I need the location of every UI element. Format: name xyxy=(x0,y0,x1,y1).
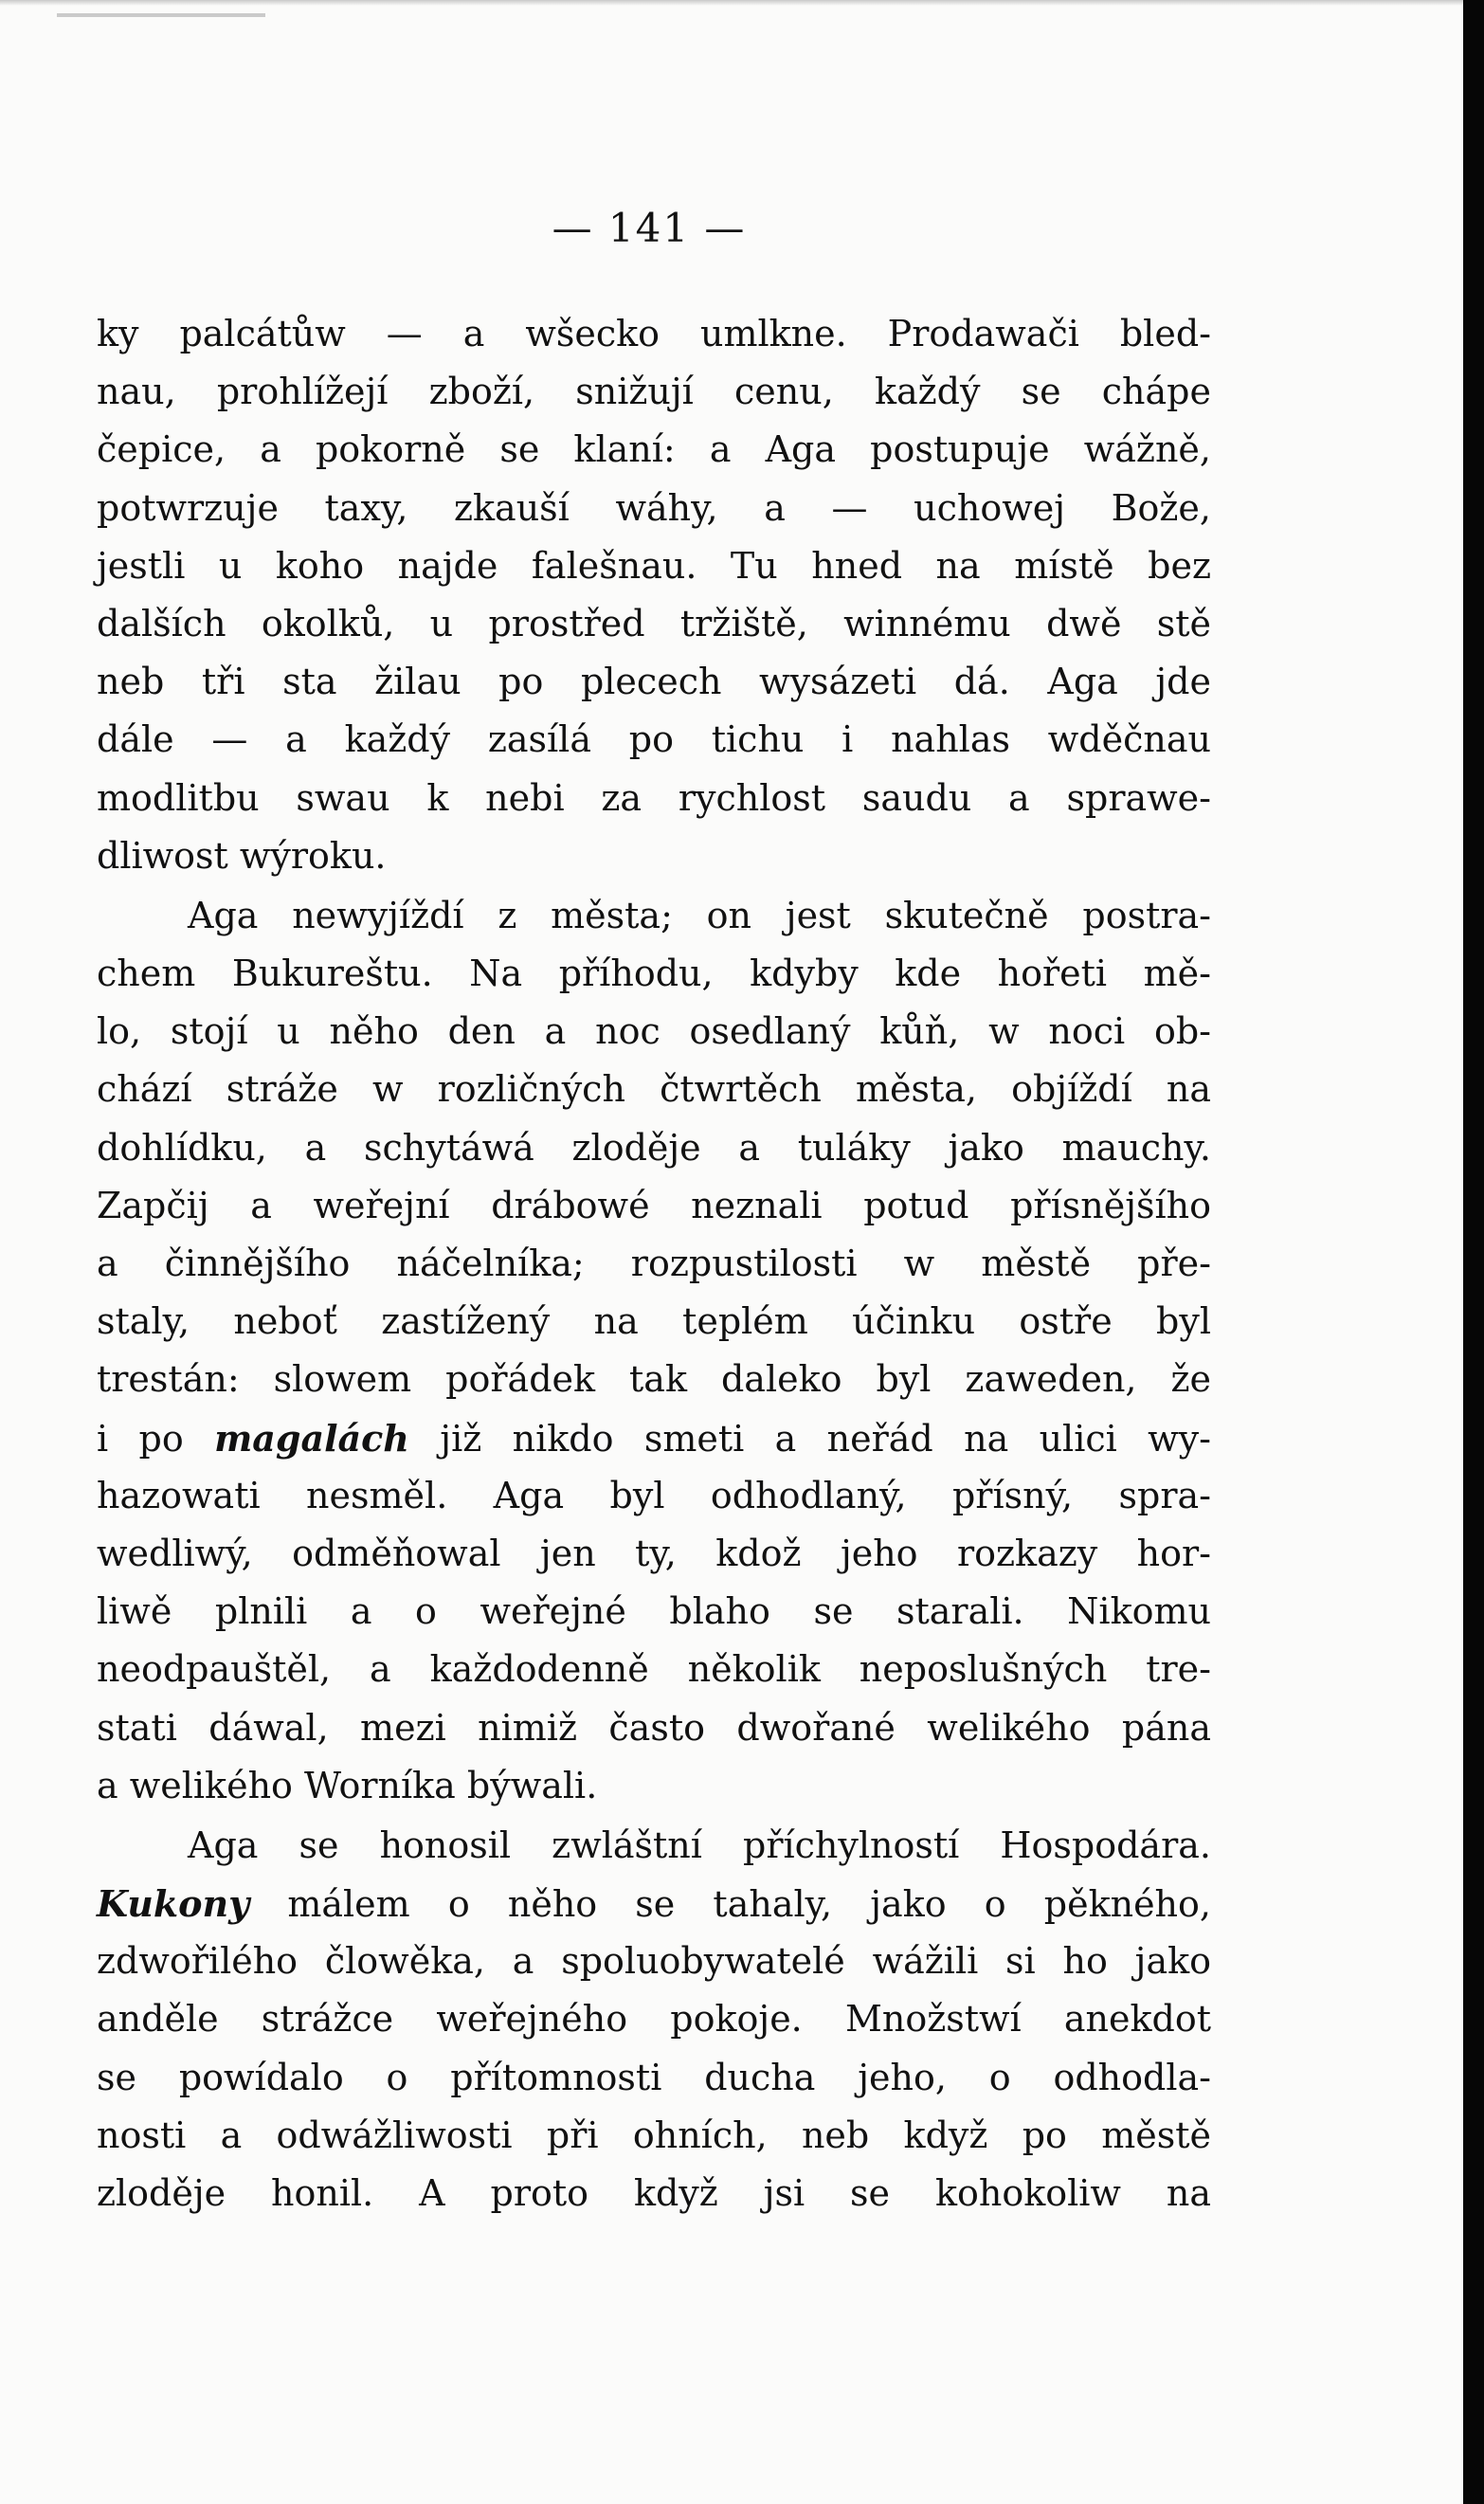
text-line-22: wedliwý, odměňowal jen ty, kdož jeho rozkazy hor- xyxy=(97,1532,1211,1574)
italic-word-kukony: Kukony xyxy=(97,1882,250,1926)
text-line-28 xyxy=(97,1875,1211,1932)
text-line-10: dliwost wýroku. xyxy=(97,834,387,877)
text-line-2: nau, prohlížejí zboží, snižují cenu, každý se chápe xyxy=(97,371,1211,413)
text-line-6: dalších okolků, u prostřed tržiště, winnému dwě stě xyxy=(97,602,1211,644)
text-line-17: a činnějšího náčelníka; rozpustilosti w městě pře- xyxy=(97,1243,1211,1284)
text-line-14: chází stráže w rozličných čtwrtěch města, objíždí na xyxy=(97,1068,1211,1111)
text-line-30: anděle strážce weřejného pokoje. Množstwí anekdot xyxy=(97,1998,1211,2041)
italic-word-magalach: magalách xyxy=(214,1416,409,1460)
text-line-15: dohlídku, a schytáwá zloděje a tuláky jako mauchy. xyxy=(97,1126,1211,1169)
page-right-edge xyxy=(1463,0,1484,2504)
text-line-3: čepice, a pokorně se klaní: a Aga postupuje wážně, xyxy=(97,428,1211,471)
text-line-4: potwrzuje taxy, zkauší wáhy, a — uchowej Bože, xyxy=(97,486,1211,529)
text-line-7: neb tři sta žilau po plecech wysázeti dá. Aga jde xyxy=(97,661,1211,703)
text-line-33: zloděje honil. A proto když jsi se kohokoliw na xyxy=(97,2172,1211,2214)
page-top-shadow xyxy=(0,0,1463,6)
text-line-9: modlitbu swau k nebi za rychlost saudu a sprawe- xyxy=(97,776,1211,819)
text-line-29: zdwořilého člowěka, a spoluobywatelé wážili si ho jako xyxy=(97,1940,1211,1983)
text-line-11: Aga newyjíždí z města; on jest skutečně postra- xyxy=(188,894,1211,936)
text-line-21: hazowati nesměl. Aga byl odhodlaný, přísný, spra- xyxy=(97,1474,1211,1516)
text-line-16: Zapčij a weřejní drábowé neznali potud přísnějšího xyxy=(97,1184,1211,1226)
text-line-28-end: málem o něho se tahaly, jako o pěkného, xyxy=(287,1883,1211,1926)
text-line-23: liwě plnili a o weřejné blaho se starali. Nikomu xyxy=(97,1590,1211,1633)
text-line-26: a welikého Worníka býwali. xyxy=(97,1764,598,1806)
text-line-8: dále — a každý zasílá po tichu i nahlas wděčnau xyxy=(97,718,1211,761)
text-line-12: chem Bukureštu. Na příhodu, kdyby kde hořeti mě- xyxy=(97,953,1211,995)
text-line-32: nosti a odwážliwosti při ohních, neb když po městě xyxy=(97,2114,1211,2156)
text-line-20-end: již nikdo smeti a neřád na ulici wy- xyxy=(440,1417,1211,1460)
text-line-25: stati dáwal, mezi nimiž často dwořané welikého pána xyxy=(97,1706,1211,1749)
text-line-20-start: i po xyxy=(97,1417,184,1460)
text-line-31: se powídalo o přítomnosti ducha jeho, o odhodla- xyxy=(97,2056,1211,2098)
text-line-24: neodpauštěl, a každodenně několik neposlušných tre- xyxy=(97,1648,1211,1691)
page-number: — 141 — xyxy=(552,205,747,251)
body-text xyxy=(97,305,1211,2223)
text-line-5: jestli u koho najde falešnau. Tu hned na místě bez xyxy=(97,544,1211,587)
text-line-27: Aga se honosil zwláštní příchylností Hospodára. xyxy=(188,1824,1211,1866)
top-scan-mark xyxy=(57,13,265,17)
text-line-1: ky palcátůw — a wšecko umlkne. Prodawači bled- xyxy=(97,313,1211,354)
text-line-18: staly, neboť zastížený na teplém účinku ostře byl xyxy=(97,1300,1211,1343)
text-line-19: trestán: slowem pořádek tak daleko byl zaweden, že xyxy=(97,1358,1211,1401)
text-line-13: lo, stojí u něho den a noc osedlaný kůň, w noci ob- xyxy=(97,1010,1211,1053)
text-line-20 xyxy=(97,1409,1211,1467)
